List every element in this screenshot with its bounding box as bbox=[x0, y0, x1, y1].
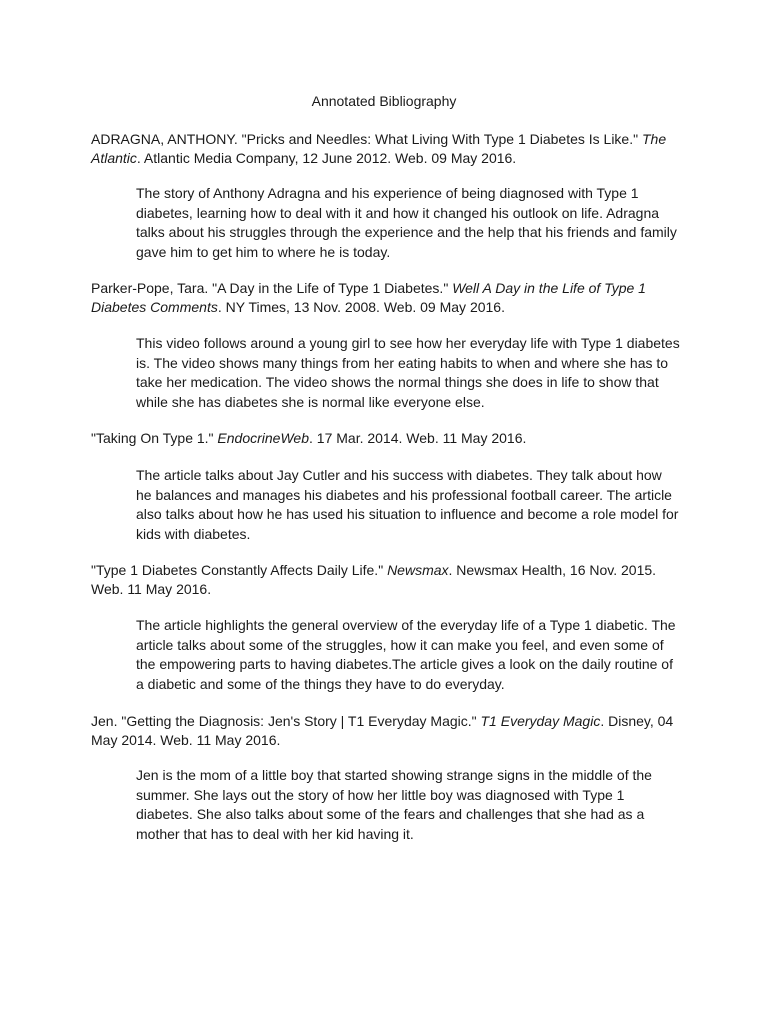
citation-source-title: The Atlantic bbox=[91, 131, 667, 166]
page-title: Annotated Bibliography bbox=[311, 93, 457, 109]
annotation: Jen is the mom of a little boy that started showing strange signs in the middle of the summer. She lays out the story of how her little boy was diagnosed with Type 1 diabetes. She also talks about some of the fears and challenges that she had as a mother that has to deal with her kid having it. bbox=[136, 767, 652, 842]
citation-text: . Newsmax Health, 16 Nov. 2015. Web. 11 May 2016. bbox=[91, 562, 657, 597]
citation-source-title: EndocrineWeb bbox=[217, 430, 309, 446]
citation-text: . 17 Mar. 2014. Web. 11 May 2016. bbox=[309, 430, 527, 446]
citation-text: . Atlantic Media Company, 12 June 2012. Web. 09 May 2016. bbox=[136, 150, 517, 166]
citation-text: . NY Times, 13 Nov. 2008. Web. 09 May 2016. bbox=[217, 299, 505, 315]
annotation: The article highlights the general overview of the everyday life of a Type 1 diabetic. The article talks about some of the struggles, how it can make you feel, and even some of the empowering parts to having diabetes.The article gives a look on the daily routine of a diabetic and some of the things they have to do everyday. bbox=[136, 617, 676, 692]
citation bbox=[91, 712, 677, 750]
citation bbox=[91, 130, 677, 168]
citation-source-title: T1 Everyday Magic bbox=[480, 713, 601, 729]
annotation: The story of Anthony Adragna and his experience of being diagnosed with Type 1 diabetes, learning how to deal with it and how it changed his outlook on life. Adragna talks about his struggles through the experience and the help that his friends and family gave him to get him to where he is today. bbox=[136, 185, 677, 260]
annotation: This video follows around a young girl to see how her everyday life with Type 1 diabetes is. The video shows many things from her eating habits to when and where she has to take her medication. The video shows the normal things she does in life to show that while she has diabetes she is normal like everyone else. bbox=[136, 335, 680, 410]
citation-text: Jen. "Getting the Diagnosis: Jen's Story | T1 Everyday Magic." bbox=[91, 713, 481, 729]
citation bbox=[91, 429, 677, 448]
citation-text: Parker-Pope, Tara. "A Day in the Life of Type 1 Diabetes." bbox=[91, 280, 453, 296]
citation-text: "Taking On Type 1." bbox=[91, 430, 218, 446]
citation-source-title: Newsmax bbox=[387, 562, 449, 578]
citation bbox=[91, 279, 677, 317]
citation-text: ADRAGNA, ANTHONY. "Pricks and Needles: What Living With Type 1 Diabetes Is Like." bbox=[91, 131, 642, 147]
citation bbox=[91, 561, 677, 599]
citation-text: . Disney, 04 May 2014. Web. 11 May 2016. bbox=[91, 713, 674, 748]
citation-text: "Type 1 Diabetes Constantly Affects Daily Life." bbox=[91, 562, 388, 578]
citation-source-title: Well A Day in the Life of Type 1 Diabetes Comments bbox=[91, 280, 646, 315]
annotation: The article talks about Jay Cutler and his success with diabetes. They talk about how he balances and manages his diabetes and his professional football career. The article also talks about how he has used his situation to influence and become a role model for kids with diabetes. bbox=[136, 467, 679, 542]
